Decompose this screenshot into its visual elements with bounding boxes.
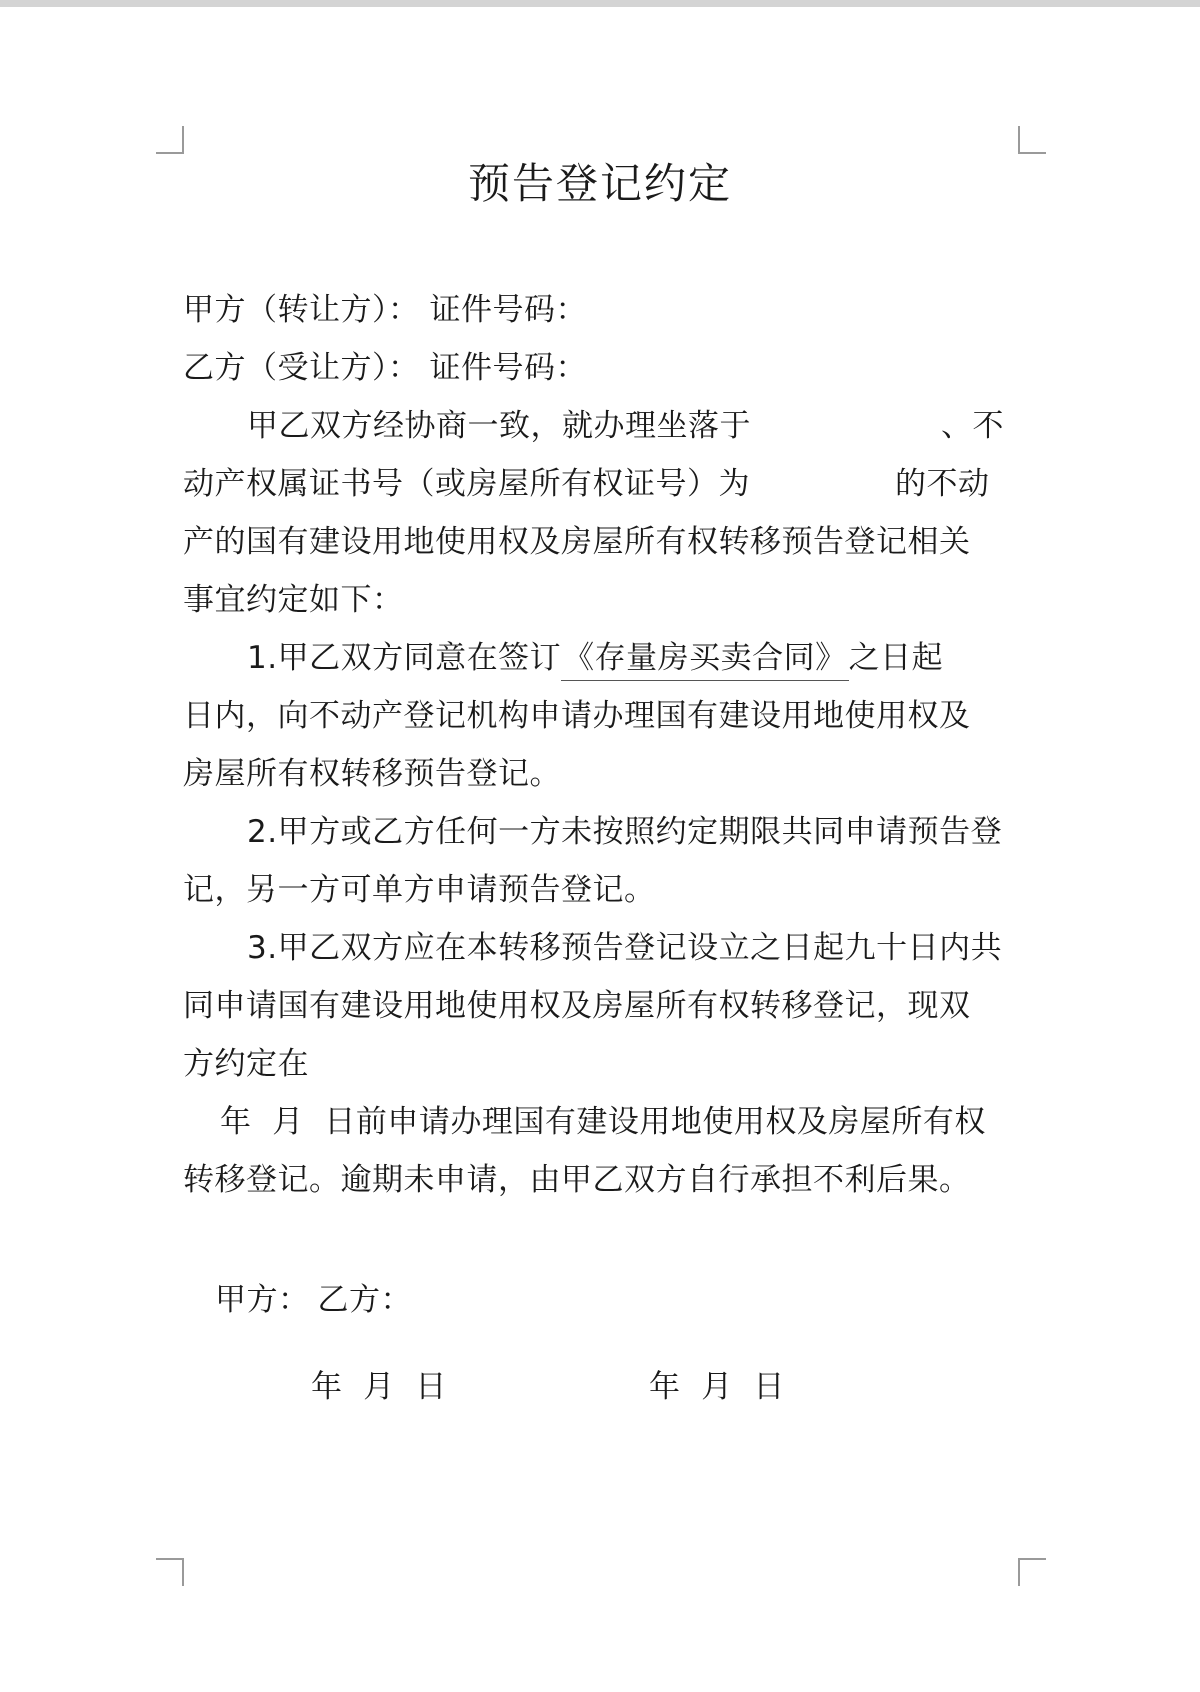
clause-1-line-2: 日内，向不动产登记机构申请办理国有建设用地使用权及: [183, 698, 971, 734]
intro-text-2b: 的不动: [895, 466, 990, 502]
clause-2-line-1: 2.甲方或乙方任何一方未按照约定期限共同申请预告登: [247, 814, 1003, 850]
clause-3-line-5: 转移登记。逾期未申请，由甲乙双方自行承担不利后果。: [183, 1162, 971, 1198]
party-a-date: 年 月 日: [311, 1369, 447, 1405]
party-a-line: [183, 281, 587, 339]
clause-1-text-1b: 之日起: [848, 640, 944, 676]
clause-1-text-1a: 1.甲乙双方同意在签订: [247, 640, 562, 676]
intro-text-1b: 、不: [941, 408, 1004, 444]
top-edge-bar: [0, 0, 1200, 7]
crop-mark-top-right: [1018, 126, 1046, 154]
party-b-label: 乙方（受让方）：: [183, 350, 420, 386]
crop-mark-bottom-left: [156, 1558, 184, 1586]
intro-line-3: 产的国有建设用地使用权及房屋所有权转移预告登记相关: [183, 524, 971, 560]
party-a-signature-label: 甲方：: [215, 1282, 310, 1318]
clause-1-line-1: [247, 629, 943, 687]
intro-line-2: [183, 455, 990, 513]
crop-mark-top-left: [156, 126, 184, 154]
signature-line: [215, 1271, 412, 1329]
clause-3-line-1: 3.甲乙双方应在本转移预告登记设立之日起九十日内共: [247, 930, 1003, 966]
party-b-signature-label: 乙方：: [317, 1282, 412, 1318]
clause-3-line-3: 方约定在: [183, 1046, 309, 1082]
clause-3-line-4: 年 月 日前申请办理国有建设用地使用权及房屋所有权: [220, 1104, 986, 1140]
intro-text-1a: 甲乙双方经协商一致，就办理坐落于: [247, 408, 751, 444]
document-title: 预告登记约定: [467, 159, 732, 208]
intro-text-2a: 动产权属证书号（或房屋所有权证号）为: [183, 466, 750, 502]
clause-1-line-3: 房屋所有权转移预告登记。: [183, 756, 561, 792]
party-b-id-label: 证件号码：: [429, 350, 587, 386]
party-b-line: [183, 339, 587, 397]
party-a-id-label: 证件号码：: [429, 292, 587, 328]
clause-3-line-2: 同申请国有建设用地使用权及房屋所有权转移登记，现双: [183, 988, 971, 1024]
party-a-label: 甲方（转让方）：: [183, 292, 420, 328]
contract-name: 《存量房买卖合同》: [561, 636, 849, 681]
party-b-date: 年 月 日: [649, 1369, 785, 1405]
crop-mark-bottom-right: [1018, 1558, 1046, 1586]
intro-line-1: [247, 397, 1004, 455]
intro-line-4: 事宜约定如下：: [183, 582, 404, 618]
clause-2-line-2: 记，另一方可单方申请预告登记。: [183, 872, 656, 908]
